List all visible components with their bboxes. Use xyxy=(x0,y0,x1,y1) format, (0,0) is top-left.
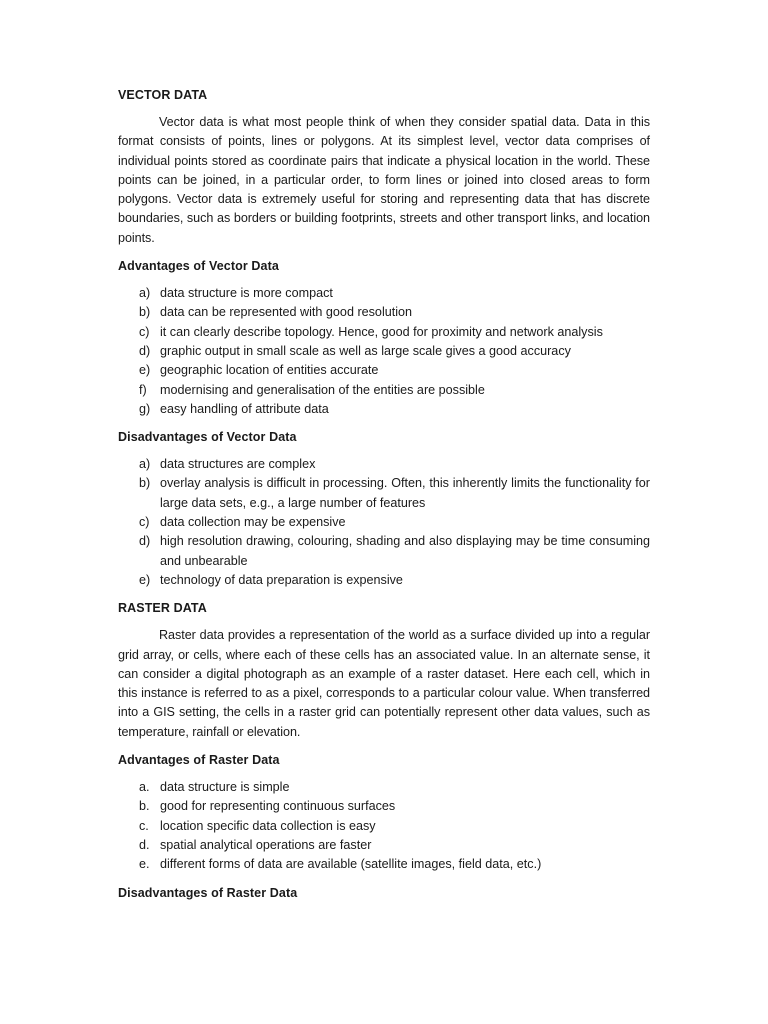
list-item-text: easy handling of attribute data xyxy=(160,401,329,416)
list-item-text: good for representing continuous surfaces xyxy=(160,799,396,814)
list-item xyxy=(118,532,650,571)
list-item xyxy=(118,817,650,836)
list-item xyxy=(118,571,650,590)
list-item xyxy=(118,513,650,532)
list-item-text: data structures are complex xyxy=(160,457,316,472)
list-marker: a) xyxy=(139,286,151,301)
list-item-text: data structure is simple xyxy=(160,780,290,795)
list-marker: a. xyxy=(139,780,150,795)
subheading-disadvantages-vector: Disadvantages of Vector Data xyxy=(118,430,297,445)
list-item xyxy=(118,400,650,419)
advantages-vector-list xyxy=(118,284,650,419)
list-marker: d) xyxy=(139,343,151,358)
list-item-text: data collection may be expensive xyxy=(160,515,346,530)
list-marker: b. xyxy=(139,799,150,814)
list-item-text: graphic output in small scale as well as large scale gives a good accuracy xyxy=(160,343,571,358)
list-item xyxy=(118,836,650,855)
list-item-text: technology of data preparation is expensive xyxy=(160,572,403,587)
list-item xyxy=(118,855,650,874)
list-item-text: different forms of data are available (satellite images, field data, etc.) xyxy=(160,857,542,872)
vector-data-paragraph: Vector data is what most people think of when they consider spatial data. Data in this format consists of points, lines or polygons. At its simplest level, vector data comprises of individual points stored as coordinate pairs that indicate a physical location in the world. These points can be joined, in a particular order, to form lines or joined into closed areas to form polygons. Vector data is extremely useful for storing and representing data that has discrete boundaries, such as borders or building footprints, streets and other transport links, and location points. xyxy=(118,115,650,245)
list-item-text: high resolution drawing, colouring, shading and also displaying may be time consuming and unbearable xyxy=(160,534,650,568)
list-item-text: location specific data collection is easy xyxy=(160,818,376,833)
list-marker: e) xyxy=(139,363,151,378)
section-heading-vector-data: VECTOR DATA xyxy=(118,88,208,102)
list-marker: e. xyxy=(139,857,150,872)
list-marker: c) xyxy=(139,515,150,530)
list-item-text: spatial analytical operations are faster xyxy=(160,837,372,852)
list-item xyxy=(118,797,650,816)
list-marker: c) xyxy=(139,324,150,339)
list-marker: c. xyxy=(139,818,149,833)
advantages-raster-list xyxy=(118,778,650,874)
list-item xyxy=(118,284,650,303)
list-item-text: data can be represented with good resolution xyxy=(160,305,413,320)
list-item xyxy=(118,778,650,797)
disadvantages-vector-list xyxy=(118,455,650,590)
raster-data-paragraph: Raster data provides a representation of the world as a surface divided up into a regular grid array, or cells, where each of these cells has an associated value. In an alternate sense, it can consider a digital photograph as an example of a raster dataset. Here each cell, which in this instance is referred to as a pixel, corresponds to a particular colour value. When transferred into a GIS setting, the cells in a raster grid can potentially represent other data values, such as temperature, rainfall or elevation. xyxy=(118,628,650,739)
list-item-text: modernising and generalisation of the entities are possible xyxy=(160,382,485,397)
list-marker: g) xyxy=(139,401,151,416)
list-item xyxy=(118,303,650,322)
document-body xyxy=(118,86,650,911)
list-marker: d) xyxy=(139,534,151,549)
list-item-text: overlay analysis is difficult in processing. Often, this inherently limits the functionality for large data sets, e.g., a large number of features xyxy=(160,476,650,510)
list-item xyxy=(118,361,650,380)
section-heading-raster-data: RASTER DATA xyxy=(118,601,207,616)
subheading-disadvantages-raster: Disadvantages of Raster Data xyxy=(118,885,298,900)
list-marker: b) xyxy=(139,305,151,320)
list-marker: f) xyxy=(139,382,147,397)
list-item xyxy=(118,455,650,474)
list-marker: e) xyxy=(139,572,151,587)
list-marker: d. xyxy=(139,837,150,852)
subheading-advantages-vector: Advantages of Vector Data xyxy=(118,259,279,274)
list-item xyxy=(118,323,650,342)
list-item xyxy=(118,474,650,513)
list-item-text: data structure is more compact xyxy=(160,286,333,301)
list-marker: b) xyxy=(139,476,151,491)
list-item xyxy=(118,342,650,361)
list-item-text: it can clearly describe topology. Hence, good for proximity and network analysis xyxy=(160,324,603,339)
list-item xyxy=(118,381,650,400)
subheading-advantages-raster: Advantages of Raster Data xyxy=(118,753,280,768)
list-item-text: geographic location of entities accurate xyxy=(160,363,379,378)
list-marker: a) xyxy=(139,457,151,472)
